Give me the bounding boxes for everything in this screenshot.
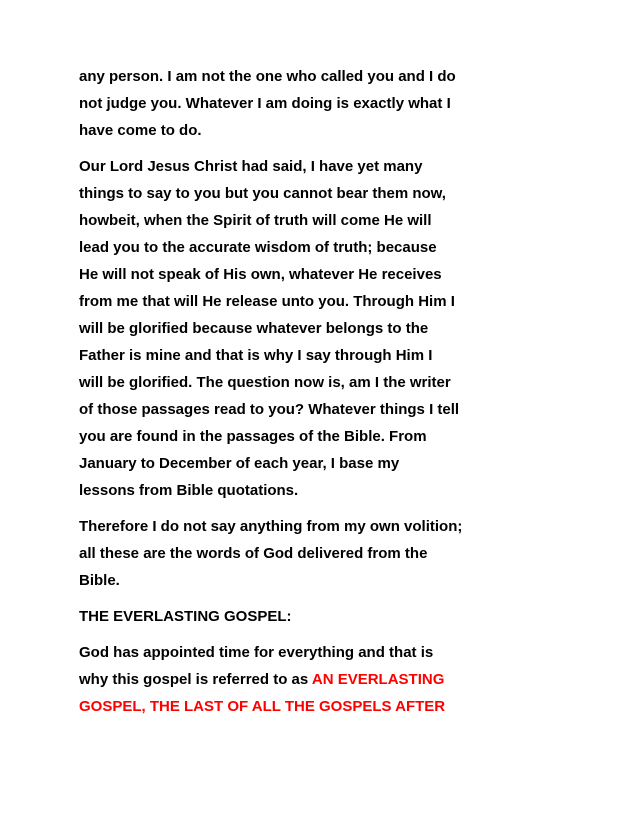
paragraph-3 (79, 513, 579, 594)
text-line: from me that will He release unto you. Through Him I (79, 293, 455, 310)
paragraph-4 (79, 639, 579, 720)
text-line: you are found in the passages of the Bible. From (79, 428, 427, 445)
emphasis-text: AN EVERLASTING (311, 671, 445, 688)
text-line: January to December of each year, I base my (79, 455, 400, 472)
text-line: He will not speak of His own, whatever He receives (79, 266, 442, 283)
text-line: Therefore I do not say anything from my own volition; (79, 518, 463, 535)
text-line (79, 666, 579, 693)
text-line: have come to do. (79, 122, 202, 139)
text-line: will be glorified because whatever belongs to the (79, 320, 429, 337)
plain-text: why this gospel is referred to as (79, 671, 312, 688)
text-line: all these are the words of God delivered from the (79, 545, 428, 562)
text-line: God has appointed time for everything and that is (79, 644, 434, 661)
emphasis-line: GOSPEL, THE LAST OF ALL THE GOSPELS AFTER (79, 698, 446, 715)
text-line: not judge you. Whatever I am doing is exactly what I (79, 95, 451, 112)
text-line: Father is mine and that is why I say through Him I (79, 347, 433, 364)
text-line: things to say to you but you cannot bear them now, (79, 185, 446, 202)
text-line: will be glorified. The question now is, am I the writer (79, 374, 451, 391)
text-line: of those passages read to you? Whatever things I tell (79, 401, 460, 418)
text-line: lead you to the accurate wisdom of truth; because (79, 239, 437, 256)
text-line: Our Lord Jesus Christ had said, I have yet many (79, 158, 423, 175)
heading-text: THE EVERLASTING GOSPEL: (79, 608, 292, 625)
text-line: lessons from Bible quotations. (79, 482, 299, 499)
section-heading (79, 603, 579, 630)
text-line: Bible. (79, 572, 120, 589)
document-body (79, 63, 579, 729)
text-line: howbeit, when the Spirit of truth will come He will (79, 212, 432, 229)
paragraph-1 (79, 63, 579, 144)
paragraph-2 (79, 153, 579, 504)
text-line: any person. I am not the one who called you and I do (79, 68, 456, 85)
